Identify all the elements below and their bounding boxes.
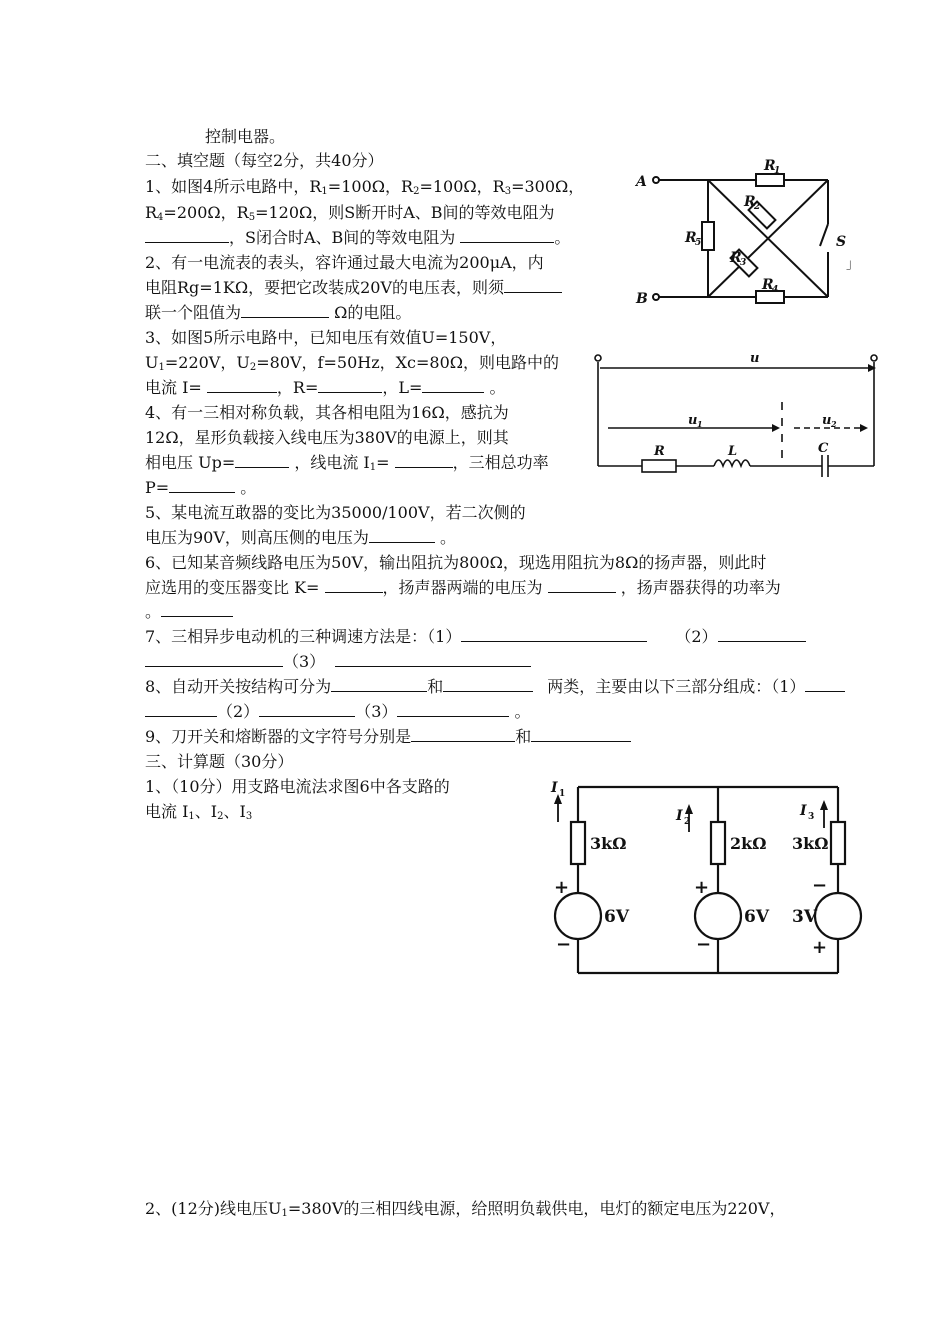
q6-line1: 6、已知某音频线路电压为50V，输出阻抗为800Ω，现选用阻抗为8Ω的扬声器，则此时: [145, 553, 767, 572]
label-switch: S: [836, 234, 847, 250]
resistor-r: [642, 460, 676, 472]
label-i3: I: [800, 803, 807, 819]
answer-blank[interactable]: [207, 377, 277, 393]
label-r4: R: [762, 277, 774, 293]
current-arrow-i2: [685, 804, 693, 814]
q4-line4: P= 。: [145, 478, 257, 497]
answer-blank[interactable]: [169, 477, 235, 493]
figure4-bridge-circuit: [620, 160, 860, 310]
calc-q2-line1: 2、(12分)线电压$U_1=380V$的三相四线电源，给照明负载供电，电灯的额定电压为220V，: [145, 1199, 786, 1219]
section2-heading: 二、填空题（每空2分，共40分）: [145, 151, 384, 170]
answer-blank[interactable]: [161, 601, 233, 617]
q3-line1: 3、如图5所示电路中，已知电压有效值U=150V，: [145, 328, 507, 347]
label-u2: u: [822, 413, 832, 428]
q4-line3: 相电压 Up= ，线电流 $I_1=$ ，三相总功率: [145, 453, 549, 473]
top-fragment: 控制电器。: [205, 127, 286, 146]
svg-text:5: 5: [695, 238, 702, 248]
svg-text:2: 2: [754, 202, 761, 212]
answer-blank[interactable]: [235, 452, 289, 468]
label-i1: I: [551, 780, 558, 796]
answer-blank[interactable]: [460, 227, 554, 243]
q1-line3: ，S闭合时A、B间的等效电阻为 。: [145, 227, 570, 249]
q8-line2: （2） （3） 。: [145, 701, 530, 723]
svg-text:3: 3: [808, 812, 815, 822]
answer-blank[interactable]: [145, 651, 283, 667]
answer-blank[interactable]: [504, 277, 562, 293]
svg-text:1: 1: [697, 419, 703, 429]
resistor-2k-middle: [711, 822, 725, 864]
minus-right: −: [812, 875, 828, 896]
label-res1: 3kΩ: [590, 834, 627, 853]
answer-blank[interactable]: [531, 726, 631, 742]
q2-line1: 2、有一电流表的表头，容许通过最大电流为200μA，内: [145, 253, 544, 272]
label-c: C: [818, 441, 829, 456]
q5-line2: 电压为90V，则高压侧的电压为 。: [145, 528, 457, 547]
answer-blank[interactable]: [411, 726, 515, 742]
label-src3: 3V: [792, 907, 818, 927]
label-b: B: [636, 291, 648, 307]
label-r1: R: [764, 158, 776, 174]
q1-line1: 1、如图4所示电路中，$R_1=100\Omega$，$R_2=100\Omega$，$R_3=300\Omega$，: [145, 177, 585, 197]
label-res2: 2kΩ: [730, 834, 767, 853]
node-a-terminal: [653, 177, 659, 183]
answer-blank[interactable]: [461, 626, 647, 642]
answer-blank[interactable]: [259, 701, 355, 717]
q2-line2: 电阻Rg=1KΩ，要把它改装成20V的电压表，则须: [145, 277, 562, 299]
right-terminal: [871, 355, 877, 361]
q4-line1: 4、有一三相对称负载，其各相电阻为16Ω，感抗为: [145, 403, 509, 422]
label-u: u: [750, 351, 760, 366]
q5-line1: 5、某电流互敢器的变比为35000/100V，若二次侧的: [145, 503, 526, 522]
section3-heading: 三、计算题（30分）: [145, 752, 294, 771]
current-arrow-i3: [820, 800, 828, 810]
label-r: R: [654, 444, 665, 459]
resistor-r5: [702, 222, 714, 250]
corner-mark: 」: [846, 257, 860, 272]
minus-left: −: [556, 934, 572, 955]
label-a: A: [636, 174, 647, 190]
figure5-rlc-circuit: [588, 345, 883, 485]
q9-line1: 9、刀开关和熔断器的文字符号分别是 和: [145, 726, 631, 748]
svg-text:2: 2: [684, 817, 691, 827]
voltage-source-left: [555, 893, 601, 939]
resistor-3k-left: [571, 822, 585, 864]
q3-line3: 电流 I= ，R= ，L= 。: [145, 378, 506, 397]
svg-text:2: 2: [831, 419, 837, 429]
plus-left: +: [554, 877, 570, 898]
voltage-source-right: [815, 893, 861, 939]
q4-line2: 12Ω，星形负载接入线电压为380V的电源上，则其: [145, 428, 509, 447]
answer-blank[interactable]: [145, 701, 217, 717]
q7-line2: （3）: [145, 651, 531, 673]
answer-blank[interactable]: [325, 577, 383, 593]
label-u1: u: [688, 413, 698, 428]
answer-blank[interactable]: [397, 701, 509, 717]
answer-blank[interactable]: [548, 577, 616, 593]
label-r3: R: [730, 250, 742, 266]
q2-line3: 联一个阻值为 Ω的电阻。: [145, 303, 412, 322]
svg-text:1: 1: [774, 166, 781, 176]
q8-line1: 8、自动开关按结构可分为 和 两类，主要由以下三部分组成：（1）: [145, 676, 845, 698]
answer-blank[interactable]: [395, 452, 453, 468]
answer-blank[interactable]: [443, 676, 533, 692]
q3-line2: $U_1=220V$，$U_2=80V$，f=50Hz，Xc=80Ω，则电路中的: [145, 353, 560, 373]
label-r5: R: [685, 230, 697, 246]
minus-middle: −: [696, 934, 712, 955]
calc-q1-line2: 电流 $I_1$、$I_2$、$I_3$: [145, 802, 253, 822]
answer-blank[interactable]: [369, 527, 435, 543]
answer-blank[interactable]: [145, 227, 229, 243]
left-terminal: [595, 355, 601, 361]
q6-line2: 应选用的变压器变比 K= ，扬声器两端的电压为 ，扬声器获得的功率为: [145, 578, 781, 597]
label-i2: I: [676, 808, 683, 824]
answer-blank[interactable]: [422, 377, 484, 393]
plus-right: +: [812, 937, 828, 958]
svg-text:4: 4: [772, 285, 779, 295]
calc-q1-line1: 1、（10分）用支路电流法求图6中各支路的: [145, 777, 450, 796]
answer-blank[interactable]: [335, 651, 531, 667]
voltage-source-middle: [695, 893, 741, 939]
label-r2: R: [744, 194, 756, 210]
label-l: L: [728, 444, 738, 459]
answer-blank[interactable]: [331, 676, 427, 692]
q6-line3: 。: [145, 601, 233, 623]
answer-blank[interactable]: [318, 377, 382, 393]
label-res3: 3kΩ: [792, 834, 829, 853]
figure6-branch-circuit: [545, 772, 865, 982]
q1-line2: $R_4=200\Omega$，$R_5=120\Omega$，则S断开时A、B间的等效电阻为: [145, 203, 555, 223]
plus-middle: +: [694, 877, 710, 898]
svg-text:1: 1: [559, 789, 566, 799]
node-b-terminal: [653, 294, 659, 300]
label-src2: 6V: [744, 907, 770, 927]
answer-blank[interactable]: [805, 676, 845, 692]
label-src1: 6V: [604, 907, 630, 927]
svg-text:3: 3: [740, 258, 747, 268]
q7-line1: 7、三相异步电动机的三种调速方法是：（1） （2）: [145, 626, 806, 648]
answer-blank[interactable]: [718, 626, 806, 642]
resistor-3k-right: [831, 822, 845, 864]
answer-blank[interactable]: [241, 302, 329, 318]
